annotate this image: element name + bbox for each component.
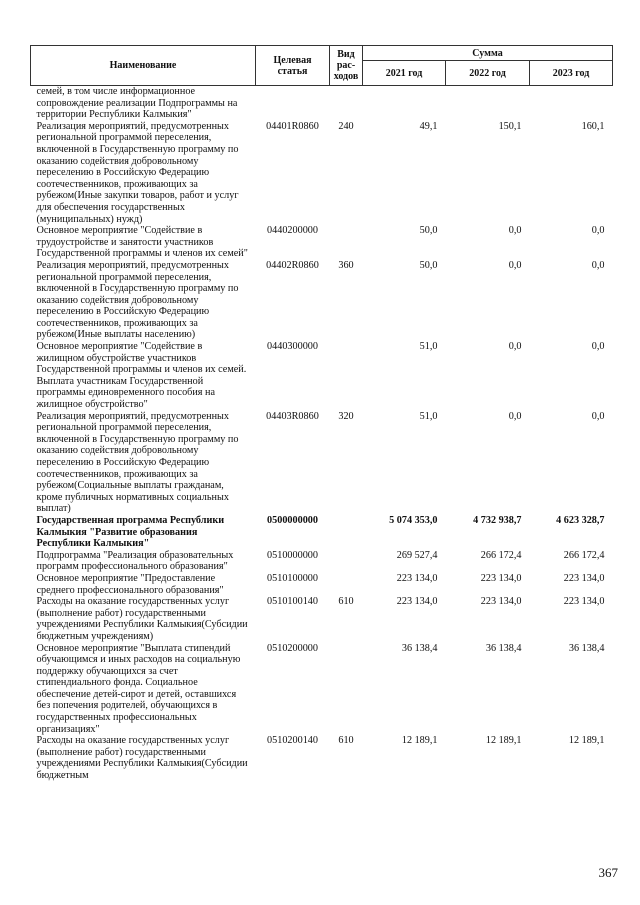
table-row bbox=[31, 596, 613, 642]
row-sum-2021: 50,0 bbox=[419, 225, 438, 237]
row-target-article: 04402R0860 bbox=[266, 259, 319, 271]
table-body bbox=[31, 86, 613, 782]
row-name: Государственная программа Республики Калмыкия "Развитие образования Республики Калмыкия" bbox=[36, 514, 225, 550]
row-sum-2023 bbox=[530, 86, 613, 121]
row-expense-type: 610 bbox=[338, 596, 354, 608]
row-sum-2022: 36 138,4 bbox=[485, 642, 522, 654]
header-year-2022: 2022 год bbox=[446, 61, 530, 86]
row-target-article: 0510200140 bbox=[267, 735, 318, 747]
row-sum-2022: 0,0 bbox=[508, 259, 522, 271]
header-code: Целевая статья bbox=[256, 46, 330, 86]
row-sum-2023: 4 623 328,7 bbox=[556, 514, 605, 526]
row-target-article: 0500000000 bbox=[267, 514, 318, 526]
row-sum-2023: 0,0 bbox=[591, 225, 605, 237]
row-target-article bbox=[256, 86, 330, 121]
row-sum-2021: 269 527,4 bbox=[396, 549, 438, 561]
row-name: Подпрограмма "Реализация образовательных программ профессионального образования" bbox=[36, 549, 234, 573]
header-vid: Вид рас-ходов bbox=[330, 46, 363, 86]
table-row bbox=[31, 735, 613, 781]
row-sum-2022: 223 134,0 bbox=[480, 596, 522, 608]
row-sum-2022: 12 189,1 bbox=[485, 735, 522, 747]
page-number: 367 bbox=[598, 865, 618, 880]
row-name: Реализация мероприятий, предусмотренных региональной программой переселения, включенной в Государственную программу по оказанию содействия добровольному переселению в Российскую Федерацию соотечественников, проживающих за рубежом(Иные выплаты населению) bbox=[36, 259, 239, 341]
row-expense-type bbox=[330, 225, 363, 260]
row-sum-2021: 12 189,1 bbox=[401, 735, 438, 747]
row-sum-2022: 0,0 bbox=[508, 341, 522, 353]
row-sum-2021: 51,0 bbox=[419, 341, 438, 353]
row-expense-type: 320 bbox=[338, 410, 354, 422]
row-expense-type bbox=[330, 86, 363, 121]
row-name: семей, в том числе информационное сопровождение реализации Подпрограммы на территории Республики Калмыкия" bbox=[36, 86, 238, 121]
table-row bbox=[31, 643, 613, 736]
row-expense-type: 610 bbox=[338, 735, 354, 747]
row-sum-2023: 0,0 bbox=[591, 410, 605, 422]
row-sum-2021: 5 074 353,0 bbox=[389, 514, 438, 526]
row-expense-type bbox=[330, 341, 363, 411]
row-name: Основное мероприятие "Содействие в жилищном обустройстве участников Государственной программы и членов их семей. Выплата участникам Государственной программы единовременного пособия на жилищное обустройство" bbox=[36, 341, 247, 411]
table-row bbox=[31, 515, 613, 550]
row-sum-2023: 0,0 bbox=[591, 341, 605, 353]
row-sum-2022: 4 732 938,7 bbox=[473, 514, 522, 526]
row-sum-2022: 0,0 bbox=[508, 225, 522, 237]
table-row bbox=[31, 550, 613, 573]
header-year-2021: 2021 год bbox=[363, 61, 446, 86]
row-sum-2022: 150,1 bbox=[498, 120, 522, 132]
row-target-article: 0510200000 bbox=[267, 642, 318, 654]
row-expense-type bbox=[330, 643, 363, 736]
row-sum-2023: 160,1 bbox=[581, 120, 605, 132]
table-row bbox=[31, 121, 613, 225]
row-name: Расходы на оказание государственных услуг (выполнение работ) государственными учреждениями Республики Калмыкия(Субсидии бюджетным bbox=[36, 735, 248, 782]
row-target-article: 04401R0860 bbox=[266, 120, 319, 132]
row-sum-2023: 0,0 bbox=[591, 259, 605, 271]
header-name: Наименование bbox=[31, 46, 256, 86]
header-year-2023: 2023 год bbox=[530, 61, 613, 86]
row-name: Основное мероприятие "Содействие в трудоустройстве и занятости участников Государственной программы и членов их семей" bbox=[36, 225, 248, 260]
row-expense-type: 360 bbox=[338, 259, 354, 271]
row-sum-2022 bbox=[446, 86, 530, 121]
row-sum-2021: 223 134,0 bbox=[396, 572, 438, 584]
row-target-article: 0510100000 bbox=[267, 572, 318, 584]
table-row bbox=[31, 341, 613, 411]
row-sum-2021: 49,1 bbox=[419, 120, 438, 132]
table-header bbox=[31, 46, 613, 86]
row-sum-2021: 50,0 bbox=[419, 259, 438, 271]
header-sum: Сумма bbox=[363, 46, 613, 61]
row-target-article: 0510000000 bbox=[267, 549, 318, 561]
table-row bbox=[31, 260, 613, 341]
row-sum-2021: 223 134,0 bbox=[396, 596, 438, 608]
row-name: Основное мероприятие "Выплата стипендий обучающимся и иных расходов на социальную поддержку обучающихся за счет стипендиального фонда. Социальное обеспечение детей-сирот и детей, оставшихся без попечения родителей, обучающихся в государственных профессиональных организациях" bbox=[36, 642, 241, 735]
row-sum-2022: 223 134,0 bbox=[480, 572, 522, 584]
table-row bbox=[31, 411, 613, 515]
row-sum-2021: 36 138,4 bbox=[401, 642, 438, 654]
row-name: Реализация мероприятий, предусмотренных региональной программой переселения, включенной в Государственную программу по оказанию содействия добровольному переселению в Российскую Федерацию соотечественников, проживающих за рубежом(Социальные выплаты гражданам, кроме публичных нормативных социальных выплат) bbox=[36, 410, 239, 515]
row-target-article: 0510100140 bbox=[267, 596, 318, 608]
row-target-article: 0440300000 bbox=[267, 341, 318, 353]
row-sum-2021: 51,0 bbox=[419, 410, 438, 422]
row-sum-2023: 266 172,4 bbox=[563, 549, 605, 561]
row-expense-type bbox=[330, 515, 363, 550]
row-expense-type: 240 bbox=[338, 120, 354, 132]
row-sum-2023: 223 134,0 bbox=[563, 596, 605, 608]
budget-table bbox=[30, 45, 613, 782]
row-sum-2023: 223 134,0 bbox=[563, 572, 605, 584]
row-name: Реализация мероприятий, предусмотренных региональной программой переселения, включенной в Государственную программу по оказанию содействия добровольному переселению в Российскую Федерацию соотечественников, проживающих за рубежом(Иные закупки товаров, работ и услуг для обеспечения государственных (муниципальных) нужд) bbox=[36, 120, 239, 225]
row-sum-2022: 266 172,4 bbox=[480, 549, 522, 561]
row-expense-type bbox=[330, 550, 363, 573]
row-name: Основное мероприятие "Предоставление среднего профессионального образования" bbox=[36, 572, 224, 596]
table-row bbox=[31, 86, 613, 121]
row-sum-2022: 0,0 bbox=[508, 410, 522, 422]
table-row bbox=[31, 573, 613, 596]
row-sum-2021 bbox=[363, 86, 446, 121]
table-row bbox=[31, 225, 613, 260]
row-target-article: 04403R0860 bbox=[266, 410, 319, 422]
row-name: Расходы на оказание государственных услуг (выполнение работ) государственными учреждениями Республики Калмыкия(Субсидии бюджетным учреждениям) bbox=[36, 596, 248, 642]
row-sum-2023: 36 138,4 bbox=[568, 642, 605, 654]
row-target-article: 0440200000 bbox=[267, 225, 318, 237]
row-sum-2023: 12 189,1 bbox=[568, 735, 605, 747]
row-expense-type bbox=[330, 573, 363, 596]
